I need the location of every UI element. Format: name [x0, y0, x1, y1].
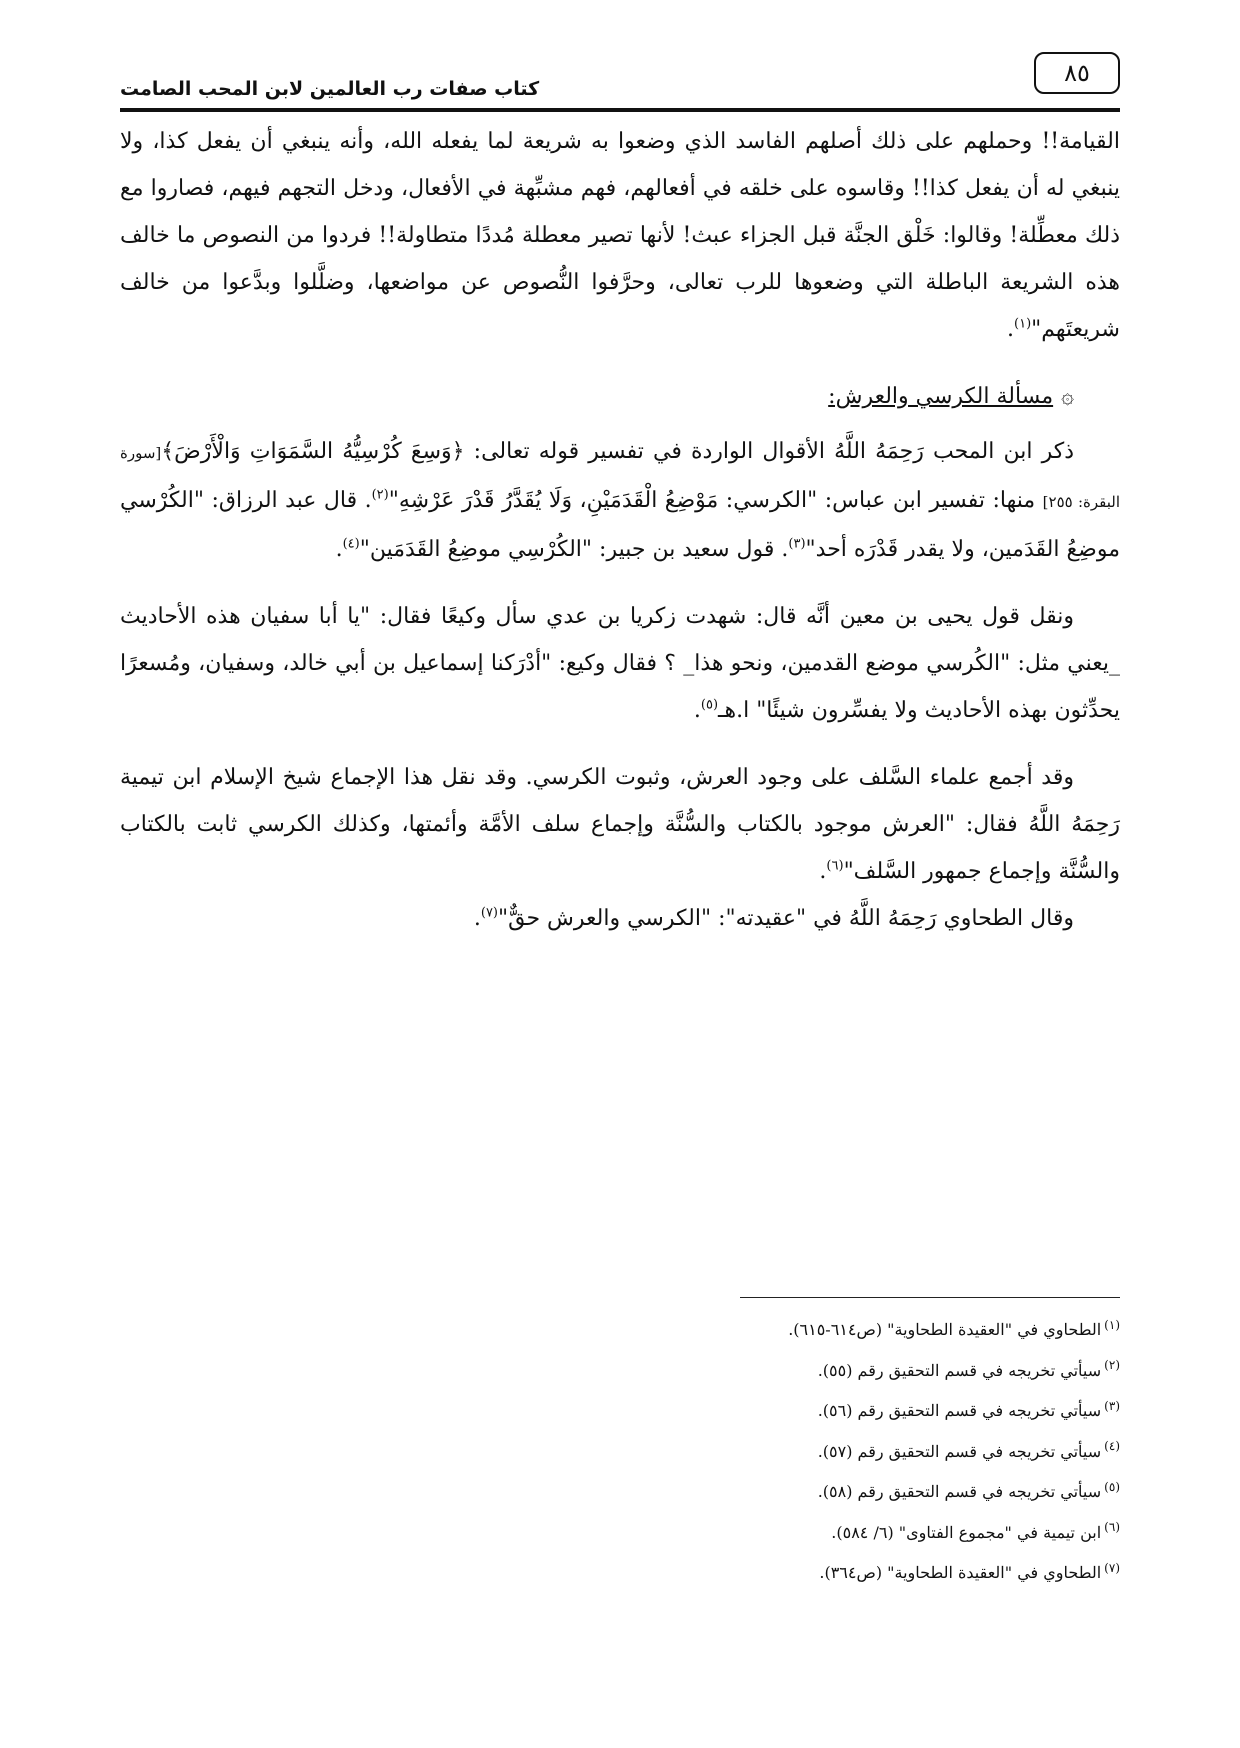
paragraph-2-text-a: ذكر ابن المحب رَحِمَهُ اللَّهُ الأقوال الواردة في تفسير قوله تعالى: ﴿وَسِعَ كُرْسِيُّهُ السَّمَوَاتِ وَالْأَرْضَ﴾: [161, 439, 1074, 464]
footnote-item: [120, 1310, 1120, 1351]
paragraph-2: [120, 428, 1120, 573]
page-header: [120, 52, 1120, 112]
paragraph-5-text: وقال الطحاوي رَحِمَهُ اللَّهُ في "عقيدته": "الكرسي والعرش حقٌّ": [498, 906, 1074, 931]
paragraph-2-text-b: منها: تفسير ابن عباس: "الكرسي: مَوْضِعُ الْقَدَمَيْنِ، وَلَا يُقَدَّرُ قَدْرَ عَرْشِهِ": [388, 488, 1043, 513]
footnote-text: سيأتي تخريجه في قسم التحقيق رقم (٥٦).: [817, 1401, 1102, 1420]
footnote-number: (٣): [1104, 1398, 1120, 1413]
paragraph-2-text-c: . قال عبد الرزاق: "الكُرْسي موضِعُ القَدَمين، ولا يقدر قَدْرَه أحد": [120, 488, 1120, 562]
footnote-ref-4: (٤): [342, 536, 360, 552]
footnote-text: سيأتي تخريجه في قسم التحقيق رقم (٥٧).: [817, 1441, 1102, 1461]
footnote-number: (٦): [1104, 1520, 1120, 1535]
footnote-number: (٧): [1104, 1560, 1120, 1575]
flower-bullet-icon: ۞: [1061, 384, 1074, 409]
page-number: ٨٥: [1034, 52, 1120, 94]
footnote-number: (٤): [1104, 1439, 1120, 1454]
paragraph-2-text-d: . قول سعيد بن جبير: "الكُرْسِي موضِعُ القَدَمَين": [359, 537, 789, 562]
footnote-ref-1: (١): [1014, 316, 1032, 332]
footnote-text: ابن تيمية في "مجموع الفتاوى" (٦/ ٥٨٤).: [831, 1522, 1102, 1542]
footnote-text: سيأتي تخريجه في قسم التحقيق رقم (٥٨).: [817, 1482, 1102, 1501]
paragraph-4: [120, 754, 1120, 895]
footnote-number: (١): [1104, 1317, 1120, 1332]
paragraph-1-end: .: [1007, 317, 1014, 342]
footnote-item: [120, 1351, 1120, 1392]
section-title: مسألة الكرسي والعرش:: [828, 384, 1054, 409]
footnote-ref-6: (٦): [826, 858, 844, 874]
paragraph-1: [120, 118, 1120, 353]
footnote-item: [120, 1472, 1120, 1513]
paragraph-4-text: وقد أجمع علماء السَّلف على وجود العرش، وثبوت الكرسي. وقد نقل هذا الإجماع شيخ الإسلام ابن تيمية رَحِمَهُ اللَّهُ فقال: "العرش موجود بالكتاب والسُّنَّة وإجماع سلف الأمَّة وأئمتها، وكذلك الكرسي ثابت بالكتاب والسُّنَّة وإجماع جمهور السَّلف": [120, 765, 1120, 884]
paragraph-3-end: .: [693, 698, 701, 723]
footnote-item: [120, 1513, 1120, 1554]
paragraph-2-end: .: [335, 537, 343, 562]
footnote-item: [120, 1432, 1120, 1473]
header-divider: [120, 108, 1120, 112]
paragraph-5: [120, 895, 1120, 942]
footnote-divider: [740, 1297, 1120, 1298]
footnote-text: سيأتي تخريجه في قسم التحقيق رقم (٥٥).: [817, 1360, 1102, 1380]
section-heading: [120, 373, 1120, 420]
paragraph-3-text: ونقل قول يحيى بن معين أنَّه قال: شهدت زكريا بن عدي سأل وكيعًا فقال: "يا أبا سفيان هذه الأحاديث _يعني مثل: "الكُرسي موضع القدمين، ونحو هذا_ ؟ فقال وكيع: "أدْرَكنا إسماعيل بن أبي خالد، وسفيان، ومُسعرًا يحدِّثون بهذه الأحاديث ولا يفسِّرون شيئًا" ا.هـ: [120, 604, 1120, 723]
footnote-number: (٢): [1104, 1358, 1120, 1373]
book-title: كتاب صفات رب العالمين لابن المحب الصامت: [120, 78, 540, 100]
footnote-item: [120, 1391, 1120, 1432]
footnote-text: الطحاوي في "العقيدة الطحاوية" (ص٦١٤-٦١٥).: [788, 1320, 1102, 1339]
paragraph-1-text: القيامة!! وحملهم على ذلك أصلهم الفاسد الذي وضعوا به شريعة لما يفعله الله، وأنه ينبغي أن يفعل كذا، ولا ينبغي له أن يفعل كذا!! وقاسوه على خلقه في أفعالهم، فهم مشبِّهة في الأفعال، ودخل التجهم فيهم، فصاروا مع ذلك معطِّلة! وقالوا: خَلْق الجنَّة قبل الجزاء عبث! لأنها تصير معطلة مُددًا متطاولة!! فردوا من النصوص ما خالف هذه الشريعة الباطلة التي وضعوها للرب تعالى، وحرَّفوا النُّصوص عن مواضعها، وضلَّلوا وبدَّعوا من خالف شريعتَهم": [120, 129, 1121, 342]
footnote-ref-3: (٣): [788, 536, 806, 552]
footnote-ref-2: (٢): [371, 487, 389, 503]
footnote-ref-7: (٧): [480, 905, 498, 921]
footnote-item: [120, 1553, 1120, 1594]
paragraph-4-end: .: [819, 859, 827, 884]
paragraph-5-end: .: [473, 906, 481, 931]
footnotes: [120, 1310, 1120, 1594]
footnote-number: (٥): [1104, 1479, 1120, 1494]
surah-reference: [سورة البقرة: ٢٥٥]: [120, 444, 1120, 511]
main-text: [120, 118, 1120, 942]
footnote-ref-5: (٥): [700, 697, 719, 713]
paragraph-3: [120, 593, 1120, 734]
footnote-text: الطحاوي في "العقيدة الطحاوية" (ص٣٦٤).: [819, 1563, 1102, 1582]
